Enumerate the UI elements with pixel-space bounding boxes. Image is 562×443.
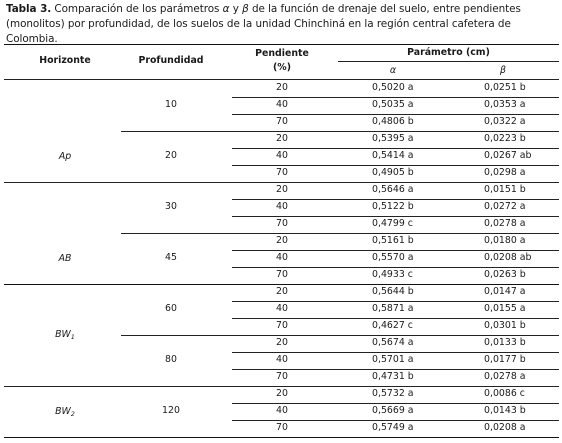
beta-cell: 0,0322 a: [484, 116, 526, 127]
horizonte-cell: [20, 327, 110, 343]
pendiente-cell: 40: [276, 303, 288, 314]
table-bottom-rule: [4, 437, 559, 438]
beta-cell: 0,0251 b: [484, 82, 526, 93]
alpha-cell: 0,5644 b: [372, 286, 414, 297]
horizonte-subscript: 1: [70, 333, 75, 341]
pendiente-cell: 70: [276, 320, 288, 331]
alpha-cell: 0,5871 a: [372, 303, 414, 314]
horizonte-name: Ap: [58, 150, 72, 162]
horizon-rule: [4, 284, 559, 285]
profundidad-cell: 60: [165, 303, 177, 314]
alpha-cell: 0,4627 c: [372, 320, 413, 331]
pendiente-cell: 40: [276, 405, 288, 416]
pendiente-cell: 20: [276, 388, 288, 399]
pendiente-cell: 70: [276, 116, 288, 127]
alpha-cell: 0,5395 a: [372, 133, 414, 144]
beta-cell: 0,0133 b: [484, 337, 526, 348]
beta-cell: 0,0208 a: [484, 422, 526, 433]
beta-cell: 0,0278 a: [484, 371, 526, 382]
header-horizonte: Horizonte: [39, 55, 91, 66]
horizon-rule: [4, 182, 559, 183]
pendiente-cell: 40: [276, 150, 288, 161]
alpha-cell: 0,5035 a: [372, 99, 414, 110]
beta-cell: 0,0272 a: [484, 201, 526, 212]
header-alpha: α: [389, 65, 397, 76]
beta-cell: 0,0298 a: [484, 167, 526, 178]
pendiente-cell: 20: [276, 184, 288, 195]
caption-alpha: α: [222, 3, 230, 15]
pendiente-cell: 40: [276, 354, 288, 365]
profundidad-cell: 30: [165, 201, 177, 212]
pendiente-cell: 70: [276, 422, 288, 433]
pendiente-cell: 70: [276, 218, 288, 229]
alpha-cell: 0,5122 b: [372, 201, 414, 212]
pendiente-cell: 40: [276, 99, 288, 110]
beta-cell: 0,0151 b: [484, 184, 526, 195]
beta-cell: 0,0143 b: [484, 405, 526, 416]
alpha-cell: 0,5674 a: [372, 337, 414, 348]
horizonte-name: BW: [55, 405, 71, 417]
beta-cell: 0,0263 b: [484, 269, 526, 280]
beta-cell: 0,0086 c: [484, 388, 525, 399]
horizonte-subscript: 2: [70, 409, 75, 418]
alpha-cell: 0,4933 c: [372, 269, 413, 280]
alpha-cell: 0,5161 b: [372, 235, 414, 246]
beta-cell: 0,0223 b: [484, 133, 526, 144]
alpha-cell: 0,5020 a: [372, 82, 414, 93]
alpha-cell: 0,5570 a: [372, 252, 414, 263]
beta-cell: 0,0278 a: [484, 218, 526, 229]
beta-cell: 0,0353 a: [484, 99, 526, 110]
horizonte-name: BW: [55, 329, 71, 340]
header-pendiente-unit: (%): [273, 62, 291, 73]
profundidad-cell: 120: [162, 405, 180, 416]
caption-text-1: Comparación de los parámetros: [51, 3, 223, 15]
caption-and: y: [229, 3, 243, 15]
alpha-cell: 0,5732 a: [372, 388, 414, 399]
alpha-cell: 0,4731 b: [372, 371, 414, 382]
horizon-rule: [4, 386, 559, 387]
alpha-cell: 0,4806 b: [372, 116, 414, 127]
pendiente-cell: 70: [276, 371, 288, 382]
caption-beta: β: [242, 3, 249, 15]
profundidad-cell: 45: [165, 252, 177, 263]
beta-cell: 0,0155 a: [484, 303, 526, 314]
parametro-rule: [338, 61, 559, 62]
header-profundidad: Profundidad: [138, 55, 204, 66]
horizonte-cell: [20, 404, 110, 420]
caption-label: Tabla 3.: [6, 3, 52, 15]
header-pendiente: Pendiente: [255, 48, 309, 59]
horizonte-cell: [20, 251, 110, 267]
beta-cell: 0,0301 b: [484, 320, 526, 331]
alpha-cell: 0,5414 a: [372, 150, 414, 161]
profundidad-cell: 20: [165, 150, 177, 161]
alpha-cell: 0,5749 a: [372, 422, 414, 433]
pendiente-cell: 20: [276, 133, 288, 144]
pendiente-cell: 40: [276, 201, 288, 212]
alpha-cell: 0,5669 a: [372, 405, 414, 416]
pendiente-cell: 20: [276, 286, 288, 297]
alpha-cell: 0,5701 a: [372, 354, 414, 365]
alpha-cell: 0,4799 c: [372, 218, 413, 229]
table-top-rule: [4, 44, 559, 45]
pendiente-cell: 20: [276, 337, 288, 348]
profundidad-cell: 80: [165, 354, 177, 365]
pendiente-cell: 70: [276, 269, 288, 280]
pendiente-cell: 20: [276, 235, 288, 246]
alpha-cell: 0,5646 a: [372, 184, 414, 195]
pendiente-cell: 20: [276, 82, 288, 93]
pendiente-cell: 40: [276, 252, 288, 263]
header-parametro: Parámetro (cm): [407, 47, 490, 58]
beta-cell: 0,0147 a: [484, 286, 526, 297]
header-beta: β: [500, 65, 506, 76]
beta-cell: 0,0177 b: [484, 354, 526, 365]
beta-cell: 0,0180 a: [484, 235, 526, 246]
pendiente-cell: 70: [276, 167, 288, 178]
beta-cell: 0,0208 ab: [484, 252, 532, 263]
horizonte-cell: [20, 149, 110, 165]
alpha-cell: 0,4905 b: [372, 167, 414, 178]
horizonte-name: AB: [58, 252, 72, 264]
profundidad-cell: 10: [165, 99, 177, 110]
beta-cell: 0,0267 ab: [484, 150, 532, 161]
caption-text-2: de la función de drenaje del suelo, entre pendientes (monolitos) por profundidad, de los suelos de la unidad Chinchiná en la región central cafetera de Colombia.: [6, 3, 521, 45]
